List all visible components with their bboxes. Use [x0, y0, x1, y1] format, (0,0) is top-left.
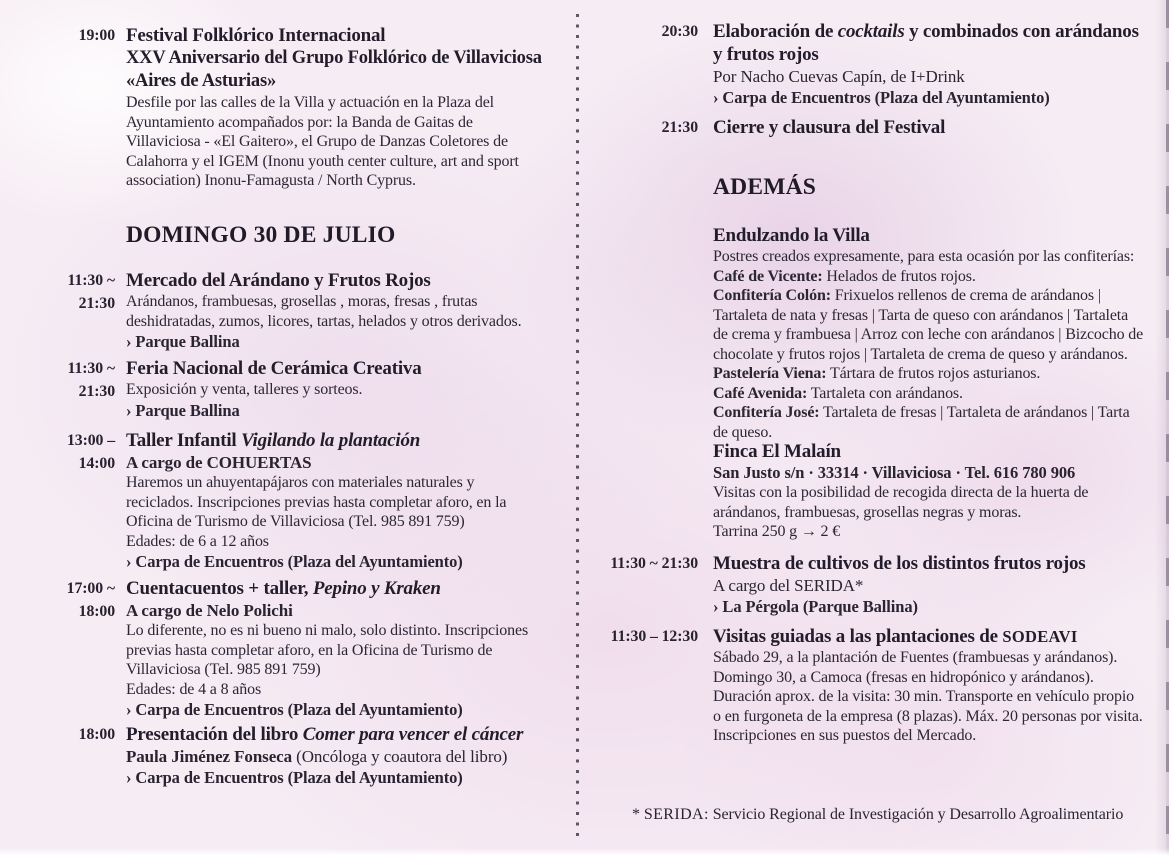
ademas-heading: ADEMÁS — [713, 174, 817, 200]
day-heading: DOMINGO 30 DE JULIO — [126, 222, 396, 248]
event-ages: Edades: de 4 a 8 años — [126, 680, 262, 698]
event-subtitle-bold: XXV Aniversario del Grupo Folklórico de Villaviciosa «Aires de Asturias» — [126, 48, 542, 91]
confiteria-item: Confitería Colón: Frixuelos rellenos de crema de arándanos | Tartaleta de nata y fresas | Tarta de queso con arándanos | Tartaleta de crema y frambuesa | Arroz con leche con arándanos | Bizcocho de chocolate y frutos rojos | Tartaleta de crema de queso y arándanos. — [713, 287, 1144, 363]
event-title: Visitas guiadas a las plantaciones de SODEAVI — [713, 626, 1078, 647]
event-cuentacuentos — [28, 577, 545, 720]
event-time: 19:00 — [78, 27, 115, 44]
finca-description: Visitas con la posibilidad de recogida directa de la huerta de arándanos, frambuesas, grosellas negras y moras. — [713, 484, 1089, 521]
event-organizer: A cargo de COHUERTAS — [126, 453, 312, 472]
serida-footnote: * SERIDA: Servicio Regional de Investigación y Desarrollo Agroalimentario — [632, 806, 1124, 823]
event-time: 13:00 – 14:00 — [66, 432, 115, 472]
event-description: Exposición y venta, talleres y sorteos. — [126, 381, 363, 398]
finca-address: San Justo s/n · 33314 · Villaviciosa · Tel. 616 780 906 — [713, 463, 1076, 482]
section-intro: Postres creados expresamente, para esta ocasión por las confiterías: — [713, 248, 1135, 265]
event-organizer: A cargo de Nelo Polichi — [126, 601, 293, 620]
confiteria-item: Pastelería Viena: Tártara de frutos rojos asturianos. — [713, 365, 1041, 382]
event-presentacion-libro — [28, 723, 545, 788]
confiteria-item: Confitería José: Tartaleta de fresas | Tartaleta de arándanos | Tarta de queso. — [713, 404, 1130, 441]
event-cierre — [598, 116, 1145, 139]
event-time: 17:00 ~ 18:00 — [66, 580, 115, 620]
section-title: Endulzando la Villa — [713, 225, 870, 246]
event-location: › Carpa de Encuentros (Plaza del Ayuntamiento) — [126, 552, 463, 571]
event-time: 21:30 — [661, 119, 698, 136]
event-location: › La Pérgola (Parque Ballina) — [713, 597, 918, 616]
event-time: 20:30 — [661, 23, 698, 40]
event-title: Elaboración de cocktails y combinados con arándanos y frutos rojos — [713, 21, 1139, 65]
event-description: Haremos un ahuyentapájaros con materiales naturales y reciclados. Inscripciones previas hasta completar aforo, en la Oficina de Turismo de Villaviciosa (Tel. 985 891 759) — [126, 474, 507, 530]
event-time: 11:30 ~ 21:30 — [67, 272, 115, 312]
event-title: Muestra de cultivos de los distintos frutos rojos — [713, 553, 1086, 574]
event-time: 11:30 – 12:30 — [610, 628, 698, 645]
event-title: Feria Nacional de Cerámica Creativa — [126, 358, 422, 379]
event-location: › Carpa de Encuentros (Plaza del Ayuntamiento) — [126, 768, 463, 787]
event-visitas-guiadas — [598, 625, 1145, 746]
event-title: Cuentacuentos + taller, Pepino y Kraken — [126, 578, 441, 599]
event-time: 11:30 ~ 21:30 — [610, 555, 698, 572]
event-title: Taller Infantil Vigilando la plantación — [126, 430, 421, 451]
event-time: 11:30 ~ 21:30 — [67, 360, 115, 400]
event-description: Desfile por las calles de la Villa y actuación en la Plaza del Ayuntamiento acompañados por: la Banda de Gaitas de Villaviciosa - «El Gaitero», el Grupo de Danzas Coletores de Calahorra y el IGEM (Inonu youth center culture, art and sport association) Inonu-Famagusta / North Cyprus. — [126, 94, 519, 189]
event-time: 18:00 — [78, 726, 115, 743]
event-ages: Edades: de 6 a 12 años — [126, 532, 269, 550]
confiteria-item: Café de Vicente: Helados de frutos rojos. — [713, 267, 976, 285]
event-speaker: Paula Jiménez Fonseca (Oncóloga y coautora del libro) — [126, 747, 508, 766]
event-description: Sábado 29, a la plantación de Fuentes (frambuesas y arándanos). Domingo 30, a Camoca (fresas en hidropónico y arándanos). Duración aprox. de la visita: 30 min. Transporte en vehículo propio o en furgoneta de la empresa (8 plazas). Máx. 20 personas por visita. Inscripciones en sus puestos del Mercado. — [713, 649, 1143, 744]
confiteria-item: Café Avenida: Tartaleta con arándanos. — [713, 384, 963, 402]
event-description: Arándanos, frambuesas, grosellas , moras, fresas , frutas deshidratadas, zumos, licores, tartas, helados y otros derivados. — [126, 293, 522, 330]
section-title: Finca El Malaín — [713, 441, 841, 462]
event-speaker: Por Nacho Cuevas Capín, de I+Drink — [713, 67, 965, 86]
column-divider-dotted — [576, 14, 579, 842]
event-title: Festival Folklórico Internacional — [126, 25, 386, 46]
section-endulzando — [713, 224, 1145, 442]
event-title: Cierre y clausura del Festival — [713, 117, 946, 138]
event-description: Lo diferente, no es ni bueno ni malo, solo distinto. Inscripciones previas hasta completar aforo, en la Oficina de Turismo de Villaviciosa (Tel. 985 891 759) — [126, 622, 529, 678]
event-location: › Carpa de Encuentros (Plaza del Ayuntamiento) — [713, 88, 1050, 107]
event-location: › Parque Ballina — [126, 400, 240, 420]
section-finca-el-malain — [713, 440, 1145, 542]
event-taller-infantil — [28, 429, 545, 572]
event-organizer: A cargo del SERIDA* — [713, 576, 864, 595]
event-mercado-arandano — [28, 269, 545, 352]
scan-edge-bottom — [0, 848, 1169, 855]
event-title: Presentación del libro Comer para vencer el cáncer — [126, 724, 524, 745]
event-feria-ceramica — [28, 357, 545, 421]
event-location: › Carpa de Encuentros (Plaza del Ayuntamiento) — [126, 700, 463, 719]
event-title: Mercado del Arándano y Frutos Rojos — [126, 270, 431, 291]
event-cocktails — [598, 20, 1145, 108]
event-festival-folklorico — [28, 24, 545, 191]
event-location: › Parque Ballina — [126, 332, 240, 351]
event-muestra-cultivos — [598, 552, 1145, 617]
finca-price: Tarrina 250 g → 2 € — [713, 523, 841, 540]
